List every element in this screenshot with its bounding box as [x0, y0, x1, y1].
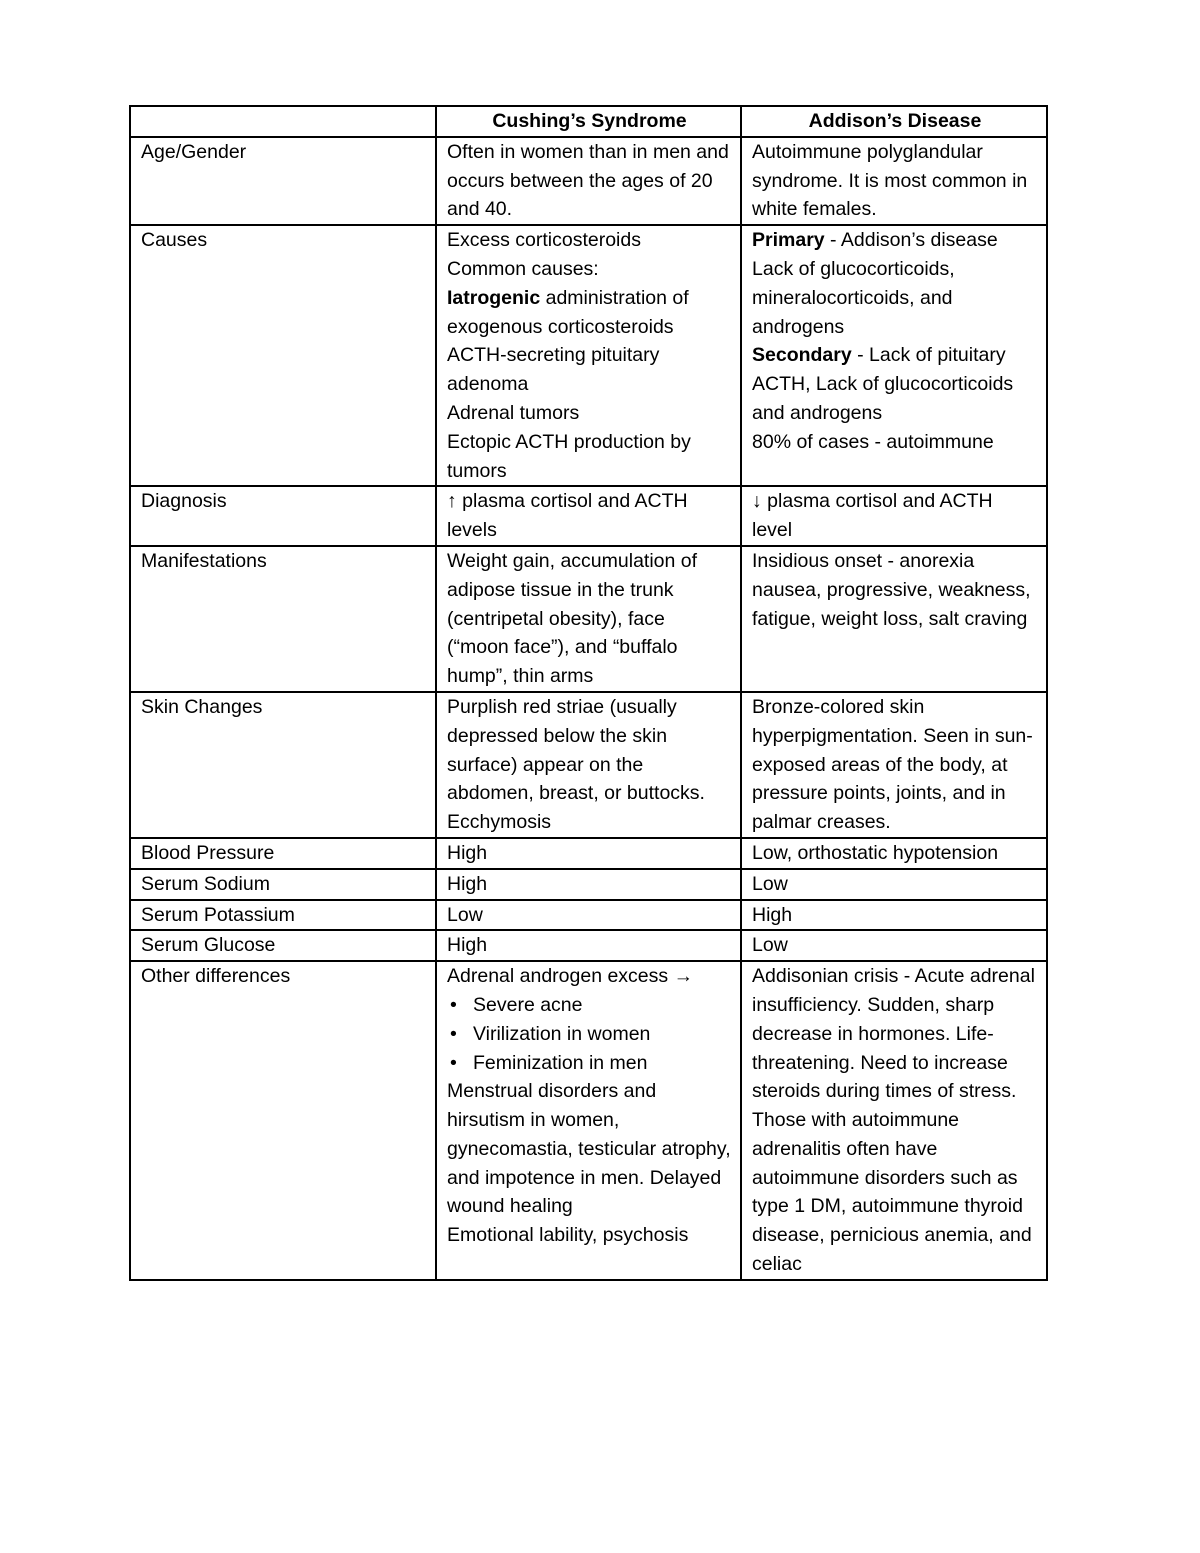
- table-row-serum-glucose: [130, 930, 1047, 961]
- bullet-text: Feminization in men: [473, 1051, 648, 1074]
- table-row-blood-pressure: [130, 838, 1047, 869]
- row-label-skin-changes: Skin Changes: [130, 692, 436, 838]
- addison-causes-line-4: 80% of cases - autoimmune: [752, 430, 994, 453]
- addison-other-differences: Addisonian crisis - Acute adrenal insufficiency. Sudden, sharp decrease in hormones. Life-threatening. Need to increase steroids during times of stress. Those with autoimmune adrenalitis often have autoimmune disorders such as type 1 DM, autoimmune thyroid disease, pernicious anemia, and celiac: [741, 961, 1047, 1280]
- cushing-serum-sodium: High: [436, 869, 741, 900]
- addison-skin-changes: Bronze-colored skin hyperpigmentation. Seen in sun-exposed areas of the body, at pressure points, joints, and in palmar creases.: [741, 692, 1047, 838]
- cushing-causes: [436, 225, 741, 486]
- cushing-other-differences: [436, 961, 741, 1280]
- cushing-other-bullet-list: [447, 991, 732, 1077]
- header-cushing: Cushing’s Syndrome: [436, 106, 741, 137]
- table-row-age-gender: [130, 137, 1047, 225]
- row-label-manifestations: Manifestations: [130, 546, 436, 692]
- bullet-icon: •: [450, 993, 457, 1016]
- cushing-causes-line-1: Excess corticosteroids: [447, 229, 641, 252]
- row-label-diagnosis: Diagnosis: [130, 486, 436, 546]
- iatrogenic-rest: administration of exogenous corticosteroids: [447, 286, 689, 338]
- row-label-causes: Causes: [130, 225, 436, 486]
- list-item: [447, 1020, 732, 1049]
- addison-blood-pressure: Low, orthostatic hypotension: [741, 838, 1047, 869]
- cushing-causes-line-6: Ectopic ACTH production by tumors: [447, 430, 691, 482]
- addison-causes-line-3: [752, 341, 1038, 427]
- list-item: [447, 1049, 732, 1078]
- table-row-causes: [130, 225, 1047, 486]
- header-row: [130, 106, 1047, 137]
- cushing-other-last: Emotional lability, psychosis: [447, 1224, 689, 1247]
- row-label-serum-glucose: Serum Glucose: [130, 930, 436, 961]
- header-addison: Addison’s Disease: [741, 106, 1047, 137]
- secondary-rest: - Lack of pituitary ACTH, Lack of glucocorticoids and androgens: [752, 344, 1014, 424]
- primary-rest: - Addison’s disease: [824, 229, 998, 252]
- comparison-table: [129, 105, 1048, 1281]
- addison-manifestations: Insidious onset - anorexia nausea, progressive, weakness, fatigue, weight loss, salt craving: [741, 546, 1047, 692]
- table-row-diagnosis: [130, 486, 1047, 546]
- addison-serum-potassium: High: [741, 900, 1047, 931]
- cushing-causes-line-5: Adrenal tumors: [447, 401, 580, 424]
- addison-causes-line-1: [752, 226, 1038, 255]
- table-row-other-differences: [130, 961, 1047, 1280]
- cushing-causes-line-2: Common causes:: [447, 257, 599, 280]
- row-label-blood-pressure: Blood Pressure: [130, 838, 436, 869]
- table-row-manifestations: [130, 546, 1047, 692]
- addison-causes: [741, 225, 1047, 486]
- list-item: [447, 991, 732, 1020]
- row-label-serum-sodium: Serum Sodium: [130, 869, 436, 900]
- cushing-serum-potassium: Low: [436, 900, 741, 931]
- cushing-serum-glucose: High: [436, 930, 741, 961]
- addison-serum-sodium: Low: [741, 869, 1047, 900]
- primary-bold: Primary: [752, 229, 825, 252]
- iatrogenic-bold: Iatrogenic: [447, 286, 541, 309]
- addison-age-gender: Autoimmune polyglandular syndrome. It is most common in white females.: [741, 137, 1047, 225]
- cushing-causes-line-3: [447, 284, 732, 342]
- row-label-other-differences: Other differences: [130, 961, 436, 1280]
- bullet-icon: •: [450, 1051, 457, 1074]
- cushing-other-rest: Menstrual disorders and hirsutism in women, gynecomastia, testicular atrophy, and impotence in men. Delayed wound healing: [447, 1080, 731, 1218]
- cushing-blood-pressure: High: [436, 838, 741, 869]
- cushing-manifestations: Weight gain, accumulation of adipose tissue in the trunk (centripetal obesity), face (“moon face”), and “buffalo hump”, thin arms: [436, 546, 741, 692]
- cushing-other-intro: Adrenal androgen excess →: [447, 965, 694, 988]
- addison-causes-line-2: Lack of glucocorticoids, mineralocorticoids, and androgens: [752, 257, 955, 338]
- bullet-icon: •: [450, 1022, 457, 1045]
- bullet-text: Virilization in women: [473, 1022, 651, 1045]
- row-label-serum-potassium: Serum Potassium: [130, 900, 436, 931]
- row-label-age-gender: Age/Gender: [130, 137, 436, 225]
- addison-serum-glucose: Low: [741, 930, 1047, 961]
- cushing-diagnosis: ↑ plasma cortisol and ACTH levels: [436, 486, 741, 546]
- table-row-serum-sodium: [130, 869, 1047, 900]
- table-row-serum-potassium: [130, 900, 1047, 931]
- bullet-text: Severe acne: [473, 993, 583, 1016]
- cushing-causes-line-4: ACTH-secreting pituitary adenoma: [447, 344, 660, 396]
- table-row-skin-changes: [130, 692, 1047, 838]
- secondary-bold: Secondary: [752, 344, 852, 367]
- cushing-skin-changes: Purplish red striae (usually depressed below the skin surface) appear on the abdomen, breast, or buttocks. Ecchymosis: [436, 692, 741, 838]
- addison-diagnosis: ↓ plasma cortisol and ACTH level: [741, 486, 1047, 546]
- cushing-age-gender: Often in women than in men and occurs between the ages of 20 and 40.: [436, 137, 741, 225]
- header-blank-cell: [130, 106, 436, 137]
